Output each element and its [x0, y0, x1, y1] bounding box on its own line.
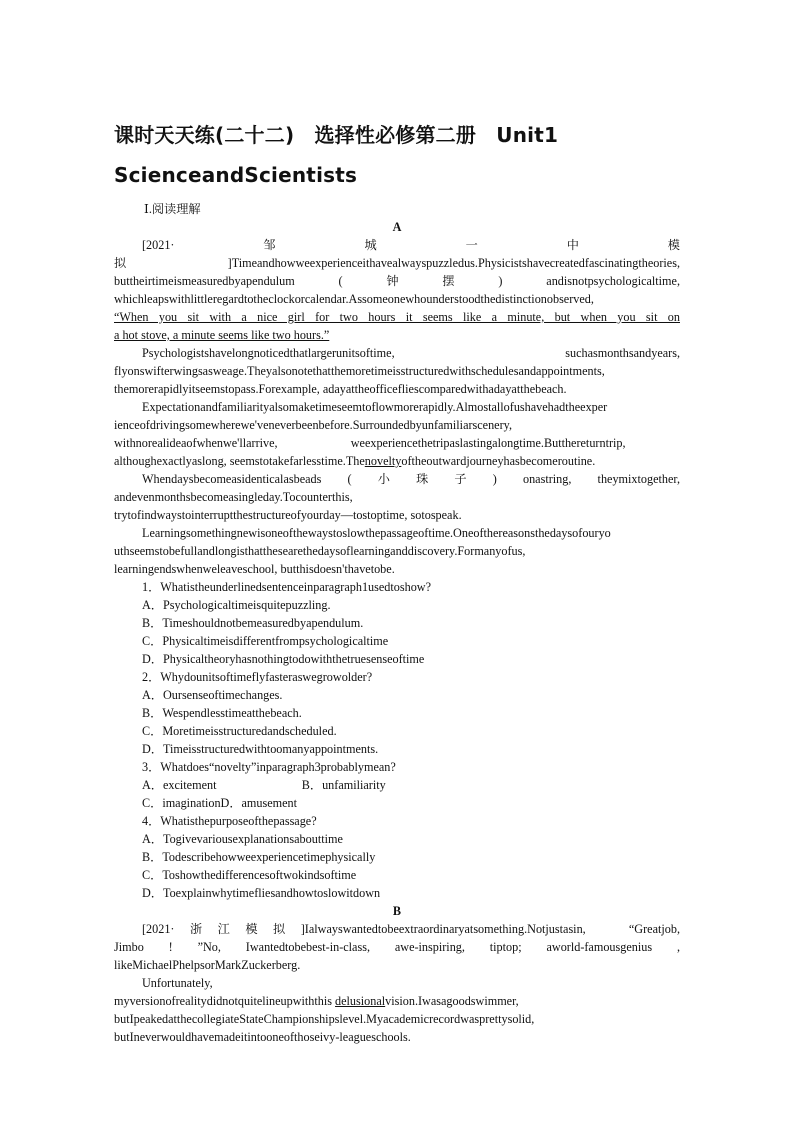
passage-line: uthseemstobefullandlongisthatthesearethedaysoflearninganddiscovery.Formanyofus,	[114, 544, 526, 558]
passage-line: withnorealideaofwhenwe'llarrive, weexperiencethetripaslastingalongtime.Butthereturntrip,	[114, 436, 626, 450]
passage-text: myversionofrealitydidnotquitelineupwiththis	[114, 994, 332, 1008]
passage-line: butIneverwouldhavemadeitintooneofthoseivy-leagueschools.	[114, 1030, 411, 1044]
passage-line: butIpeakedatthecollegiateStateChampionshipslevel.Myacademicrecordwasprettysolid,	[114, 1012, 535, 1026]
passage-line: trytofindwaystointerruptthestructureofyourday—tostoptime, sotospeak.	[114, 508, 462, 522]
section-heading: Ⅰ.阅读理解	[144, 202, 201, 216]
passage-line: Whendaysbecomeasidenticalasbeads ( 小 珠 子 ) onastring, theymixtogether,	[142, 472, 680, 486]
passage-line: ienceofdrivingsomewherewe'veneverbeenbefore.Surroundedbyunfamiliarscenery,	[114, 418, 513, 432]
option: A．Togivevariousexplanationsabouttime	[142, 832, 343, 846]
passage-line: Unfortunately,	[142, 976, 213, 990]
option: A．excitement B．unfamiliarity	[142, 778, 386, 792]
passage-text: althoughexactlyaslong, seemstotakefarlesstime.The	[114, 454, 365, 468]
option: C．imaginationD．amusement	[142, 796, 298, 810]
option: B．Timeshouldnotbemeasuredbyapendulum.	[142, 616, 364, 630]
passage-line: learningendswhenweleaveschool, butthisdoesn'thavetobe.	[114, 562, 395, 576]
passage-line	[114, 992, 680, 1010]
passage-a-heading: A	[392, 220, 402, 234]
option: D．Timeisstructuredwithtoomanyappointments.	[142, 742, 379, 756]
passage-text: vision.Iwasagoodswimmer,	[385, 994, 519, 1008]
question-2: 2．Whydounitsoftimeflyfasteraswegrowolder?	[142, 670, 373, 684]
doc-body	[114, 200, 680, 1046]
underlined-word-delusional: delusional	[335, 994, 386, 1008]
passage-line: 拟 ]Timeandhowweexperiencеithavealwayspuzzledus.Physicistshavecreatedfascinatingtheories,	[114, 256, 680, 270]
passage-line: Learningsomethingnewisoneofthewaystoslowthepassageoftime.Oneofthereasonsthedaysofouryo	[142, 526, 611, 540]
passage-b-heading: B	[392, 904, 402, 918]
passage-text: oftheoutwardjourneyhasbecomeroutine.	[401, 454, 596, 468]
passage-line: themorerapidlyitseemstopass.Forexample, adayattheofficefliescomparedwithadayatthebeach.	[114, 382, 567, 396]
option: D．Toexplainwhytimefliesandhowtoslowitdown	[142, 886, 381, 900]
doc-title-line1: 课时天天练(二十二) 选择性必修第二册 Unit1	[114, 123, 559, 147]
underlined-word-novelty: novelty	[364, 454, 402, 468]
passage-line: Psychologistshavelongnoticedthatlargerunitsoftime, suchasmonthsandyears,	[142, 346, 680, 360]
passage-line: andevenmonthsbecomeasingleday.Tocounterthis,	[114, 490, 353, 504]
passage-line: buttheirtimeismeasuredbyapendulum ( 钟 摆 ) andisnotpsychologicaltime,	[114, 274, 680, 288]
option: C．Toshowthedifferencesoftwokindsoftime	[142, 868, 357, 882]
underlined-sentence: “When you sit with a nice girl for two hours it seems like a minute, but when you sit on	[114, 310, 680, 324]
option: A．Oursenseoftimechanges.	[142, 688, 283, 702]
passage-line: flyonswifterwingsasweage.Theyalsonotethatthemoretimeisstructuredwithschedulesandappointments,	[114, 364, 605, 378]
doc-title-line2: ScienceandScientists	[114, 163, 358, 187]
option: A．Psychologicaltimeisquitepuzzling.	[142, 598, 331, 612]
option: D．Physicaltheoryhasnothingtodowiththetruesenseoftime	[142, 652, 425, 666]
passage-line: [2021· 邹 城 一 中 模	[142, 238, 680, 252]
option: B．Wespendlesstimeatthebeach.	[142, 706, 302, 720]
option: C．Physicaltimeisdifferentfrompsychologicaltime	[142, 634, 389, 648]
option: B．Todescribehowweexperiencetimephysically	[142, 850, 376, 864]
option: C．Moretimeisstructuredandscheduled.	[142, 724, 337, 738]
passage-line: likeMichaelPhelpsorMarkZuckerberg.	[114, 958, 301, 972]
question-1: 1．Whatistheunderlinedsentenceinparagraph1usedtoshow?	[142, 580, 432, 594]
question-4: 4．Whatisthepurposeofthepassage?	[142, 814, 317, 828]
passage-line: [2021·浙江模拟]Ialwayswantedtobeextraordinaryatsomething.Notjustasin, “Greatjob,	[142, 922, 680, 936]
passage-line: whichleapswithlittleregardtotheclockorcalendar.Assomeonewhounderstoodthedistinctionobserved,	[114, 292, 594, 306]
passage-line	[114, 452, 680, 470]
passage-line: Expectationandfamiliarityalsomaketimeseemtoflowmorerapidly.Almostallofushavehadtheexper	[142, 400, 608, 414]
question-3: 3．Whatdoes“novelty”inparagraph3probablymean?	[142, 760, 396, 774]
underlined-sentence: a hot stove, a minute seems like two hours.”	[114, 328, 330, 342]
passage-line: Jimbo ! ”No, Iwantedtobebest-in-class, awe-inspiring, tiptop; aworld-famousgenius ,	[114, 940, 680, 954]
